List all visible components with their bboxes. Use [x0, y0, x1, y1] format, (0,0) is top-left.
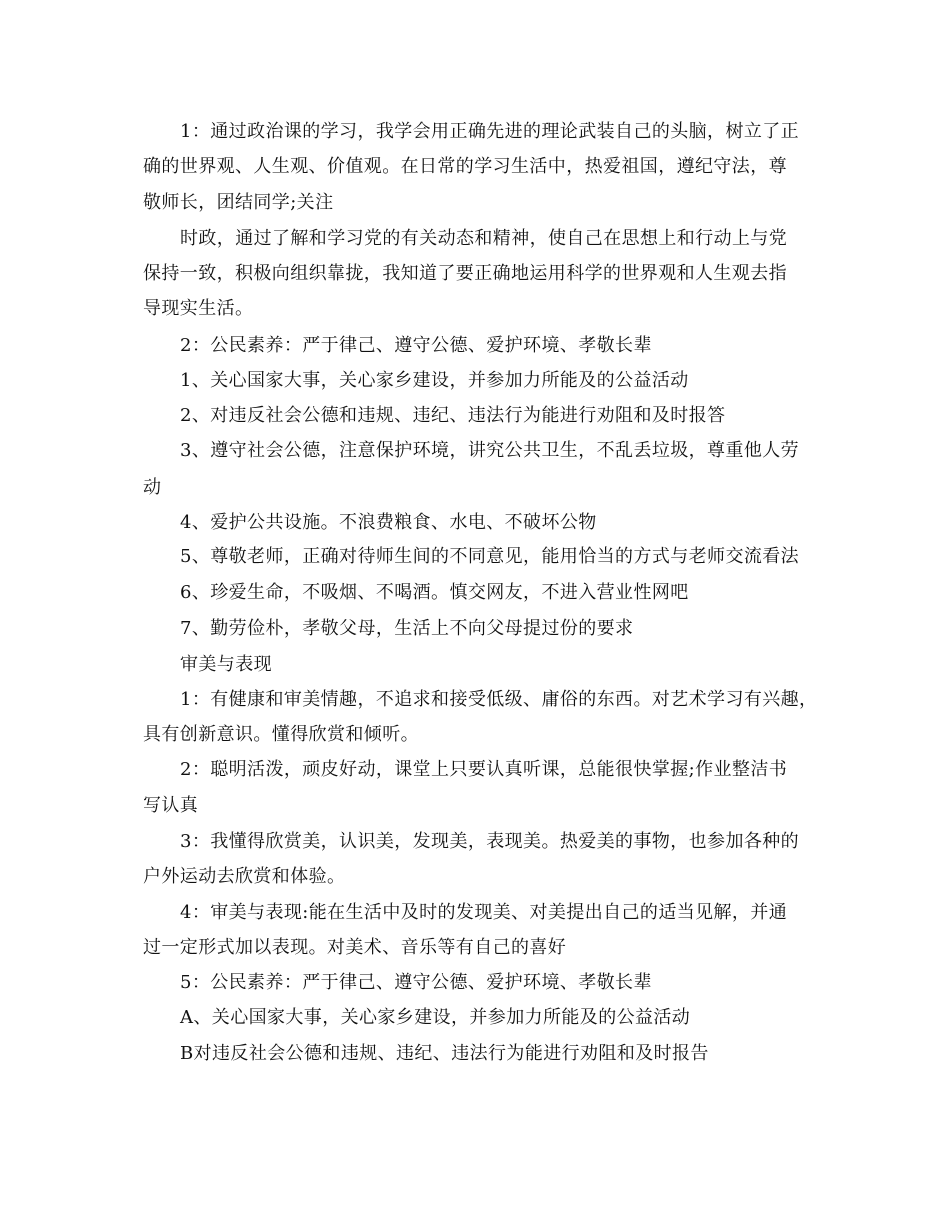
section-heading: 2：公民素养：严于律己、遵守公德、爱护环境、孝敬长辈 [180, 335, 652, 356]
paragraph-line: 时政，通过了解和学习党的有关动态和精神，使自己在思想上和行动上与党 [180, 228, 788, 249]
section-heading: 5：公民素养：严于律己、遵守公德、爱护环境、孝敬长辈 [180, 972, 652, 993]
list-item: 6、珍爱生命，不吸烟、不喝酒。慎交网友，不进入营业性网吧 [180, 582, 689, 603]
paragraph-line: 过一定形式加以表现。对美术、音乐等有自己的喜好 [143, 937, 567, 958]
paragraph-line: 确的世界观、人生观、价值观。在日常的学习生活中，热爱祖国，遵纪守法，尊 [143, 156, 787, 177]
list-item: 7、勤劳俭朴，孝敬父母，生活上不向父母提过份的要求 [180, 618, 634, 639]
list-item-continuation: 动 [143, 477, 162, 498]
paragraph-line: 3：我懂得欣赏美，认识美，发现美，表现美。热爱美的事物，也参加各种的 [180, 831, 800, 852]
paragraph-line: 导现实生活。 [143, 298, 254, 319]
paragraph-line: 敬师长，团结同学;关注 [143, 192, 334, 213]
list-item: 4、爱护公共设施。不浪费粮食、水电、不破坏公物 [180, 512, 597, 533]
paragraph-line: 具有创新意识。懂得欣赏和倾听。 [143, 724, 419, 745]
list-item: 5、尊敬老师，正确对待师生间的不同意见，能用恰当的方式与老师交流看法 [180, 546, 800, 567]
list-item: 2、对违反社会公德和违规、违纪、违法行为能进行劝阻和及时报答 [180, 405, 726, 426]
list-item: 3、遵守社会公德，注意保护环境，讲究公共卫生，不乱丢垃圾，尊重他人劳 [180, 440, 800, 461]
paragraph-line: 1：通过政治课的学习，我学会用正确先进的理论武装自己的头脑，树立了正 [180, 121, 800, 142]
paragraph-line: 户外运动去欣赏和体验。 [143, 866, 346, 887]
list-item: 1、关心国家大事，关心家乡建设，并参加力所能及的公益活动 [180, 370, 689, 391]
list-item: A、关心国家大事，关心家乡建设，并参加力所能及的公益活动 [180, 1007, 691, 1028]
paragraph-line: 写认真 [143, 795, 199, 816]
paragraph-line: 保持一致，积极向组织靠拢，我知道了要正确地运用科学的世界观和人生观去指 [143, 263, 787, 284]
list-item: B对违反社会公德和违规、违纪、违法行为能进行劝阻和及时报告 [180, 1043, 709, 1064]
section-heading: 审美与表现 [180, 654, 272, 675]
paragraph-line: 4：审美与表现:能在生活中及时的发现美、对美提出自己的适当见解，并通 [180, 902, 788, 923]
paragraph-line: 2：聪明活泼，顽皮好动，课堂上只要认真听课，总能很快掌握;作业整洁书 [180, 759, 788, 780]
paragraph-line: 1：有健康和审美情趣，不追求和接受低级、庸俗的东西。对艺术学习有兴趣， [180, 689, 818, 710]
